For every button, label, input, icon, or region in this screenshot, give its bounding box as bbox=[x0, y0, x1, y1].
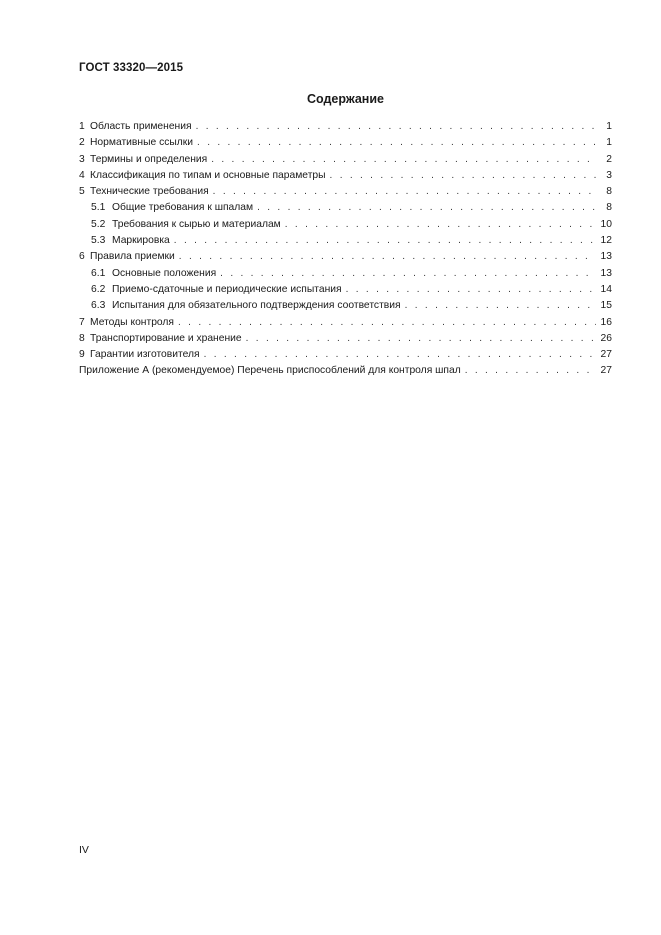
toc-entry-label: Маркировка bbox=[112, 235, 170, 247]
toc-entry-label: Правила приемки bbox=[90, 251, 175, 263]
toc-leader-dots bbox=[465, 363, 596, 379]
toc-entry[interactable] bbox=[79, 119, 612, 135]
toc-entry-number: 5.3 bbox=[91, 235, 106, 247]
toc-entry-label: Область применения bbox=[90, 121, 192, 132]
toc-leader-dots bbox=[285, 217, 596, 233]
toc-entry-number: 1 bbox=[79, 121, 85, 132]
toc-subentry[interactable] bbox=[79, 266, 612, 282]
toc-leader-dots bbox=[246, 331, 596, 347]
toc-entry-label: Приложение А (рекомендуемое) Перечень приспособлений для контроля шпал bbox=[79, 365, 461, 377]
toc-entry-page: 27 bbox=[600, 365, 612, 377]
toc-leader-dots bbox=[211, 152, 596, 168]
toc-entry-label: Классификация по типам и основные параметры bbox=[90, 169, 326, 181]
toc-entry-page: 15 bbox=[600, 300, 612, 312]
toc-entry-number: 2 bbox=[79, 137, 85, 149]
toc-entry-label: Основные положения bbox=[112, 267, 217, 279]
toc-entry-page: 1 bbox=[606, 121, 612, 132]
toc-leader-dots bbox=[196, 119, 596, 135]
toc-subentry[interactable] bbox=[79, 217, 612, 233]
toc-entry[interactable] bbox=[79, 168, 612, 184]
toc-entry-label: Гарантии изготовителя bbox=[90, 349, 200, 361]
toc-leader-dots bbox=[204, 347, 596, 363]
toc-entry-label: Термины и определения bbox=[90, 153, 208, 165]
toc-subentry[interactable] bbox=[79, 282, 612, 298]
toc-entry[interactable] bbox=[79, 184, 612, 200]
toc-entry-page: 8 bbox=[606, 186, 612, 198]
toc-entry-number: 9 bbox=[79, 349, 85, 361]
toc-entry-page: 12 bbox=[600, 235, 612, 247]
toc-entry-label: Нормативные ссылки bbox=[90, 137, 194, 149]
toc-leader-dots bbox=[405, 298, 596, 314]
toc-leader-dots bbox=[257, 200, 596, 216]
toc-entry-page: 3 bbox=[606, 169, 612, 181]
toc-leader-dots bbox=[346, 282, 596, 298]
toc-entry[interactable] bbox=[79, 347, 612, 363]
toc-entry-page: 13 bbox=[600, 251, 612, 263]
toc-entry-label: Общие требования к шпалам bbox=[112, 202, 254, 214]
toc-appendix-entry[interactable] bbox=[79, 363, 612, 379]
toc-entry-number: 5.2 bbox=[91, 218, 106, 230]
toc-entry-label: Технические требования bbox=[90, 186, 209, 198]
toc-entry-page: 2 bbox=[606, 153, 612, 165]
toc-entry-page: 1 bbox=[606, 137, 612, 149]
toc-entry-number: 5.1 bbox=[91, 202, 106, 214]
toc-entry-page: 10 bbox=[600, 218, 612, 230]
toc-entry-label: Требования к сырью и материалам bbox=[112, 218, 281, 230]
toc-entry-page: 14 bbox=[600, 283, 612, 295]
toc-subentry[interactable] bbox=[79, 298, 612, 314]
toc-entry[interactable] bbox=[79, 152, 612, 168]
page-number: IV bbox=[79, 844, 89, 856]
toc-entry[interactable] bbox=[79, 249, 612, 265]
toc-entry-number: 3 bbox=[79, 153, 85, 165]
toc-leader-dots bbox=[220, 266, 596, 282]
toc-entry[interactable] bbox=[79, 135, 612, 151]
toc-subentry[interactable] bbox=[79, 233, 612, 249]
toc-entry-label: Транспортирование и хранение bbox=[90, 332, 242, 344]
toc-entry-label: Испытания для обязательного подтверждения соответствия bbox=[112, 300, 401, 312]
document-header: ГОСТ 33320—2015 bbox=[79, 62, 184, 74]
toc-entry-number: 8 bbox=[79, 332, 85, 344]
toc-entry-number: 6 bbox=[79, 251, 85, 263]
toc-entry-number: 5 bbox=[79, 186, 85, 198]
toc-entry-number: 6.3 bbox=[91, 300, 106, 312]
toc-subentry[interactable] bbox=[79, 200, 612, 216]
toc-leader-dots bbox=[178, 315, 596, 331]
toc-leader-dots bbox=[174, 233, 596, 249]
toc-leader-dots bbox=[330, 168, 596, 184]
toc-entry[interactable] bbox=[79, 315, 612, 331]
toc-entry-page: 8 bbox=[606, 202, 612, 214]
toc-entry-number: 4 bbox=[79, 169, 85, 181]
toc-entry-page: 26 bbox=[600, 332, 612, 344]
toc-entry-page: 16 bbox=[600, 316, 612, 328]
toc-leader-dots bbox=[197, 135, 596, 151]
page-title: Содержание bbox=[306, 92, 384, 106]
toc-entry-page: 27 bbox=[600, 349, 612, 361]
toc-leader-dots bbox=[213, 184, 596, 200]
toc-entry[interactable] bbox=[79, 331, 612, 347]
toc-entry-label: Приемо-сдаточные и периодические испытания bbox=[112, 283, 342, 295]
toc-entry-number: 6.2 bbox=[91, 283, 106, 295]
toc-entry-label: Методы контроля bbox=[90, 316, 175, 328]
toc-entry-number: 6.1 bbox=[91, 267, 106, 279]
table-of-contents bbox=[79, 119, 612, 380]
toc-entry-number: 7 bbox=[79, 316, 85, 328]
toc-leader-dots bbox=[179, 249, 596, 265]
toc-entry-page: 13 bbox=[600, 267, 612, 279]
